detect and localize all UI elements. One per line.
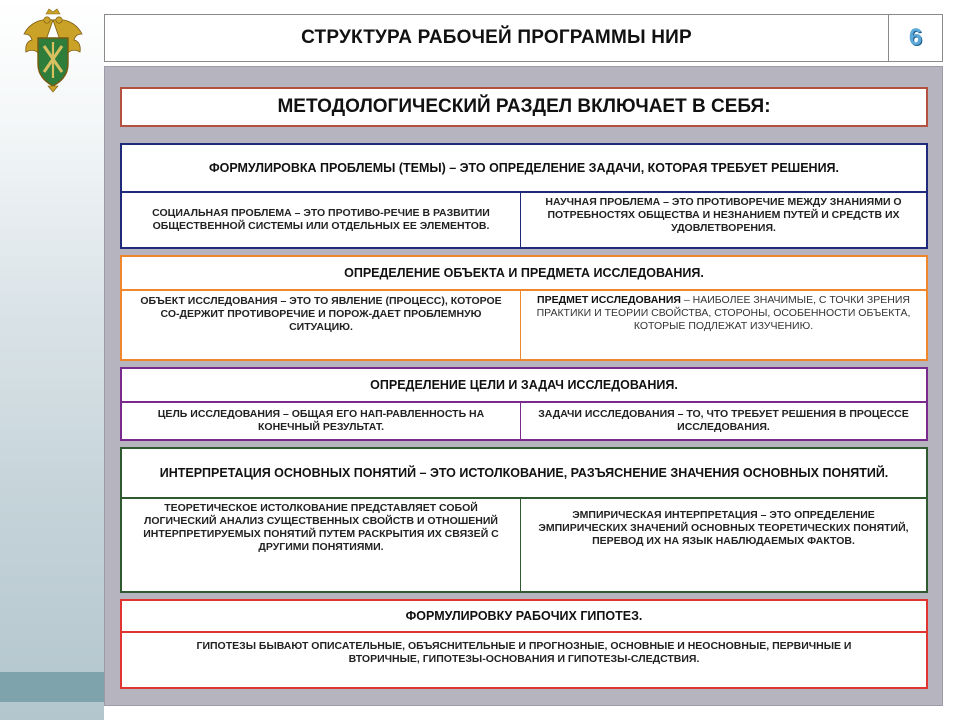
- research-goal-cell: ЦЕЛЬ ИССЛЕДОВАНИЯ – ОБЩАЯ ЕГО НАП-РАВЛЕННОСТЬ НА КОНЕЧНЫЙ РЕЗУЛЬТАТ.: [157, 408, 485, 433]
- sidebar-accent-band: [0, 672, 104, 702]
- section-interpretation: [120, 447, 928, 593]
- main-heading: МЕТОДОЛОГИЧЕСКИЙ РАЗДЕЛ ВКЛЮЧАЕТ В СЕБЯ:: [120, 87, 928, 127]
- coat-of-arms-emblem-icon: [22, 8, 84, 94]
- scientific-problem-cell: НАУЧНАЯ ПРОБЛЕМА – ЭТО ПРОТИВОРЕЧИЕ МЕЖДУ ЗНАНИЯМИ О ПОТРЕБНОСТЯХ ОБЩЕСТВА И НЕЗНАНИЕМ ПУТЕЙ И СРЕДСТВ ИХ УДОВЛЕТВОРЕНИЯ.: [545, 196, 902, 234]
- social-problem-cell: СОЦИАЛЬНАЯ ПРОБЛЕМА – ЭТО ПРОТИВО-РЕЧИЕ В РАЗВИТИИ ОБЩЕСТВЕННОЙ СИСТЕМЫ ИЛИ ОТДЕЛЬНЫХ ЕЕ ЭЛЕМЕНТОВ.: [152, 207, 490, 232]
- slide-number: 6: [908, 24, 923, 51]
- section-goal-tasks: [120, 367, 928, 441]
- section-hypotheses: [120, 599, 928, 689]
- page-title: СТРУКТУРА РАБОЧЕЙ ПРОГРАММЫ НИР: [301, 27, 692, 48]
- section-heading: ИНТЕРПРЕТАЦИЯ ОСНОВНЫХ ПОНЯТИЙ – ЭТО ИСТОЛКОВАНИЕ, РАЗЪЯСНЕНИЕ ЗНАЧЕНИЯ ОСНОВНЫХ ПОНЯТИЙ.: [159, 466, 889, 480]
- left-sidebar: [0, 0, 104, 720]
- research-object-cell: ОБЪЕКТ ИССЛЕДОВАНИЯ – ЭТО ТО ЯВЛЕНИЕ (ПРОЦЕСС), КОТОРОЕ СО-ДЕРЖИТ ПРОТИВОРЕЧИЕ И ПОРОЖ-ДАЕТ ПРОБЛЕМНУЮ СИТУАЦИЮ.: [140, 295, 502, 333]
- empirical-interpretation-cell: ЭМПИРИЧЕСКАЯ ИНТЕРПРЕТАЦИЯ – ЭТО ОПРЕДЕЛЕНИЕ ЭМПИРИЧЕСКИХ ЗНАЧЕНИЙ ОСНОВНЫХ ТЕОРЕТИЧЕСКИХ ПОНЯТИЙ, ПЕРЕВОД ИХ НА ЯЗЫК НАБЛЮДАЕМЫХ ФАКТОВ.: [538, 509, 909, 547]
- research-subject-cell: [521, 291, 926, 359]
- section-heading: ФОРМУЛИРОВКУ РАБОЧИХ ГИПОТЕЗ.: [405, 609, 643, 623]
- title-bar: [104, 14, 943, 62]
- research-subject-term: ПРЕДМЕТ ИССЛЕДОВАНИЯ: [537, 294, 681, 306]
- section-heading: ОПРЕДЕЛЕНИЕ ОБЪЕКТА И ПРЕДМЕТА ИССЛЕДОВАНИЯ.: [344, 266, 704, 280]
- hypotheses-body: ГИПОТЕЗЫ БЫВАЮТ ОПИСАТЕЛЬНЫЕ, ОБЪЯСНИТЕЛЬНЫЕ И ПРОГНОЗНЫЕ, ОСНОВНЫЕ И НЕОСНОВНЫЕ, ПЕРВИЧНЫЕ И ВТОРИЧНЫЕ, ГИПОТЕЗЫ-ОСНОВАНИЯ И ГИПОТЕЗЫ-СЛЕДСТВИЯ.: [196, 640, 852, 665]
- theoretical-interpretation-cell: ТЕОРЕТИЧЕСКОЕ ИСТОЛКОВАНИЕ ПРЕДСТАВЛЯЕТ СОБОЙ ЛОГИЧЕСКИЙ АНАЛИЗ СУЩЕСТВЕННЫХ СВОЙСТВ И ОТНОШЕНИЙ ИНТЕРПРЕТИРУЕМЫХ ПОНЯТИЙ ПУТЕМ РАСКРЫТИЯ ИХ СВЯЗЕЙ С ДРУГИМИ ПОНЯТИЯМИ.: [143, 502, 499, 553]
- section-heading: ОПРЕДЕЛЕНИЕ ЦЕЛИ И ЗАДАЧ ИССЛЕДОВАНИЯ.: [370, 378, 678, 392]
- section-problem: [120, 143, 928, 249]
- research-tasks-cell: ЗАДАЧИ ИССЛЕДОВАНИЯ – ТО, ЧТО ТРЕБУЕТ РЕШЕНИЯ В ПРОЦЕССЕ ИССЛЕДОВАНИЯ.: [538, 408, 909, 433]
- section-object-subject: [120, 255, 928, 361]
- research-subject-definition: – НАИБОЛЕЕ ЗНАЧИМЫЕ, С ТОЧКИ ЗРЕНИЯ ПРАКТИКИ И ТЕОРИИ СВОЙСТВА, СТОРОНЫ, ОСОБЕННОСТИ ОБЪЕКТА, КОТОРЫЕ ПОДЛЕЖАТ ИЗУЧЕНИЮ.: [536, 294, 911, 332]
- section-heading: ФОРМУЛИРОВКА ПРОБЛЕМЫ (ТЕМЫ) – ЭТО ОПРЕДЕЛЕНИЕ ЗАДАЧИ, КОТОРАЯ ТРЕБУЕТ РЕШЕНИЯ.: [208, 161, 840, 175]
